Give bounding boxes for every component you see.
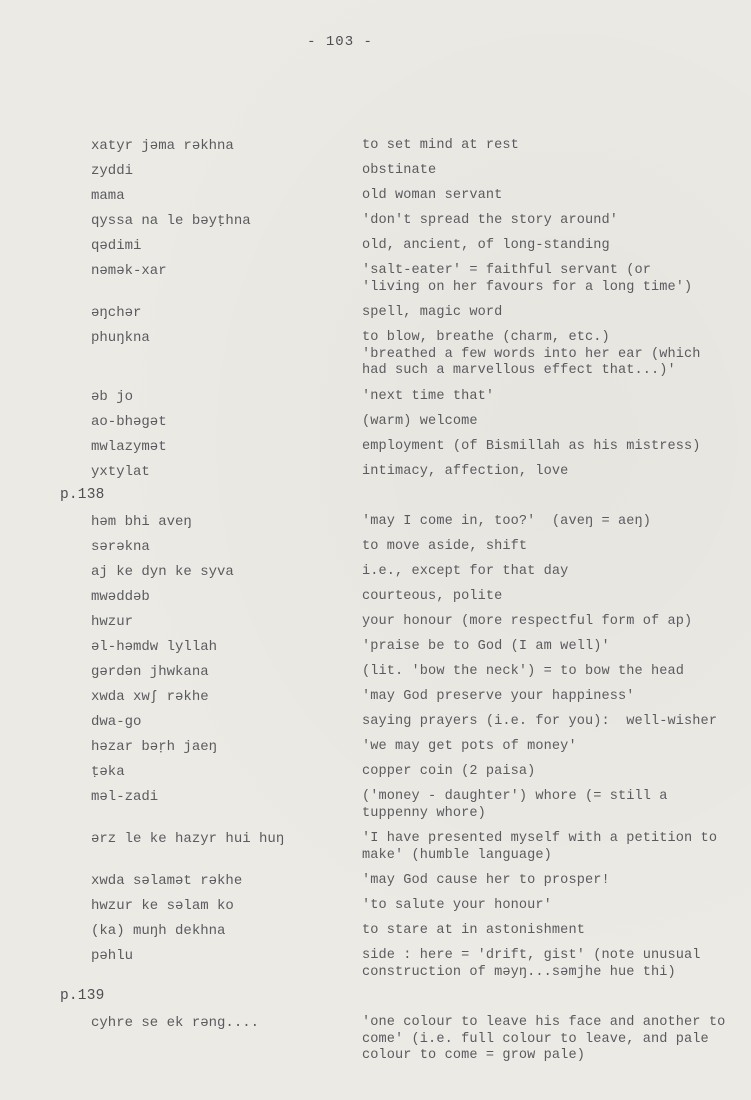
entry-term: xwda səlamət rəkhe bbox=[91, 873, 243, 889]
entry-term: xwda xwʃ rəkhe bbox=[91, 689, 209, 705]
entry-definition: 'praise be to God (I am well)' bbox=[362, 639, 610, 654]
entry-term: qyssa na le bəyṭhna bbox=[91, 213, 251, 229]
entry-term: mwlazymət bbox=[91, 439, 167, 455]
entry-definition: saying prayers (i.e. for you): well-wisher bbox=[362, 714, 718, 729]
entry-definition: old woman servant bbox=[362, 188, 503, 203]
entry-definition: (lit. 'bow the neck') = to bow the head bbox=[362, 664, 685, 679]
entry-definition: side : here = 'drift, gist' (note unusual construction of məyŋ...səmjhe hue thi) bbox=[362, 948, 701, 980]
entry-term: zyddi bbox=[91, 163, 134, 179]
page-number: - 103 - bbox=[307, 34, 373, 50]
entry-term: (ka) muŋh dekhna bbox=[91, 923, 226, 939]
entry-term: qədimi bbox=[91, 238, 142, 254]
entry-definition: 'I have presented myself with a petition to make' (humble language) bbox=[362, 831, 718, 863]
entry-definition: 'we may get pots of money' bbox=[362, 739, 577, 754]
entry-definition: employment (of Bismillah as his mistress) bbox=[362, 439, 701, 454]
entry-term: ṭəka bbox=[91, 764, 125, 780]
entry-definition: to move aside, shift bbox=[362, 539, 528, 554]
entry-term: gərdən jhwkana bbox=[91, 664, 209, 680]
entry-definition: 'one colour to leave his face and another to come' (i.e. full colour to leave, and pale colour to come = grow pale) bbox=[362, 1015, 726, 1064]
entry-term: dwa-go bbox=[91, 714, 142, 730]
entry-definition: 'may God cause her to prosper! bbox=[362, 873, 610, 888]
entry-term: əŋchər bbox=[91, 305, 142, 321]
entry-term: phuŋkna bbox=[91, 330, 150, 346]
entry-term: mama bbox=[91, 188, 125, 204]
entry-term: həzar bəṛh jaeŋ bbox=[91, 739, 218, 755]
section-heading-p138: p.138 bbox=[60, 487, 105, 503]
entry-definition: 'may I come in, too?' (aveŋ = aeŋ) bbox=[362, 514, 652, 529]
entry-term: mwəddəb bbox=[91, 589, 150, 605]
entry-definition: 'to salute your honour' bbox=[362, 898, 552, 913]
entry-term: xatyr jəma rəkhna bbox=[91, 138, 234, 154]
entry-definition: 'salt-eater' = faithful servant (or 'living on her favours for a long time') bbox=[362, 263, 693, 295]
entry-definition: old, ancient, of long-standing bbox=[362, 238, 610, 253]
entry-term: ərz le ke hazyr hui huŋ bbox=[91, 831, 285, 847]
section-heading-p139: p.139 bbox=[60, 988, 105, 1004]
entry-definition: (warm) welcome bbox=[362, 414, 478, 429]
entry-term: həm bhi aveŋ bbox=[91, 514, 192, 530]
entry-term: pəhlu bbox=[91, 948, 134, 964]
entry-term: ao-bhəgət bbox=[91, 414, 167, 430]
entry-term: məl-zadi bbox=[91, 789, 159, 805]
entry-definition: ('money - daughter') whore (= still a tuppenny whore) bbox=[362, 789, 668, 821]
entry-definition: obstinate bbox=[362, 163, 437, 178]
entry-definition: 'next time that' bbox=[362, 389, 495, 404]
entry-term: əb jo bbox=[91, 389, 134, 405]
entry-definition: spell, magic word bbox=[362, 305, 503, 320]
entry-term: sərəkna bbox=[91, 539, 150, 555]
entry-definition: copper coin (2 paisa) bbox=[362, 764, 536, 779]
entry-term: əl-həmdw lyllah bbox=[91, 639, 218, 655]
entry-term: yxtylat bbox=[91, 464, 150, 480]
entry-term: hwzur bbox=[91, 614, 134, 630]
entry-definition: intimacy, affection, love bbox=[362, 464, 569, 479]
entry-definition: to blow, breathe (charm, etc.) 'breathed a few words into her ear (which had such a marvellous effect that...)' bbox=[362, 330, 701, 379]
entry-definition: 'don't spread the story around' bbox=[362, 213, 618, 228]
entry-definition: to stare at in astonishment bbox=[362, 923, 585, 938]
entry-term: aj ke dyn ke syva bbox=[91, 564, 234, 580]
entry-definition: i.e., except for that day bbox=[362, 564, 569, 579]
entry-term: cyhre se ek rəng.... bbox=[91, 1015, 260, 1031]
entry-definition: courteous, polite bbox=[362, 589, 503, 604]
entry-definition: 'may God preserve your happiness' bbox=[362, 689, 635, 704]
entry-definition: to set mind at rest bbox=[362, 138, 519, 153]
entry-definition: your honour (more respectful form of ap) bbox=[362, 614, 693, 629]
entry-term: nəmək-xar bbox=[91, 263, 167, 279]
entry-term: hwzur ke səlam ko bbox=[91, 898, 234, 914]
